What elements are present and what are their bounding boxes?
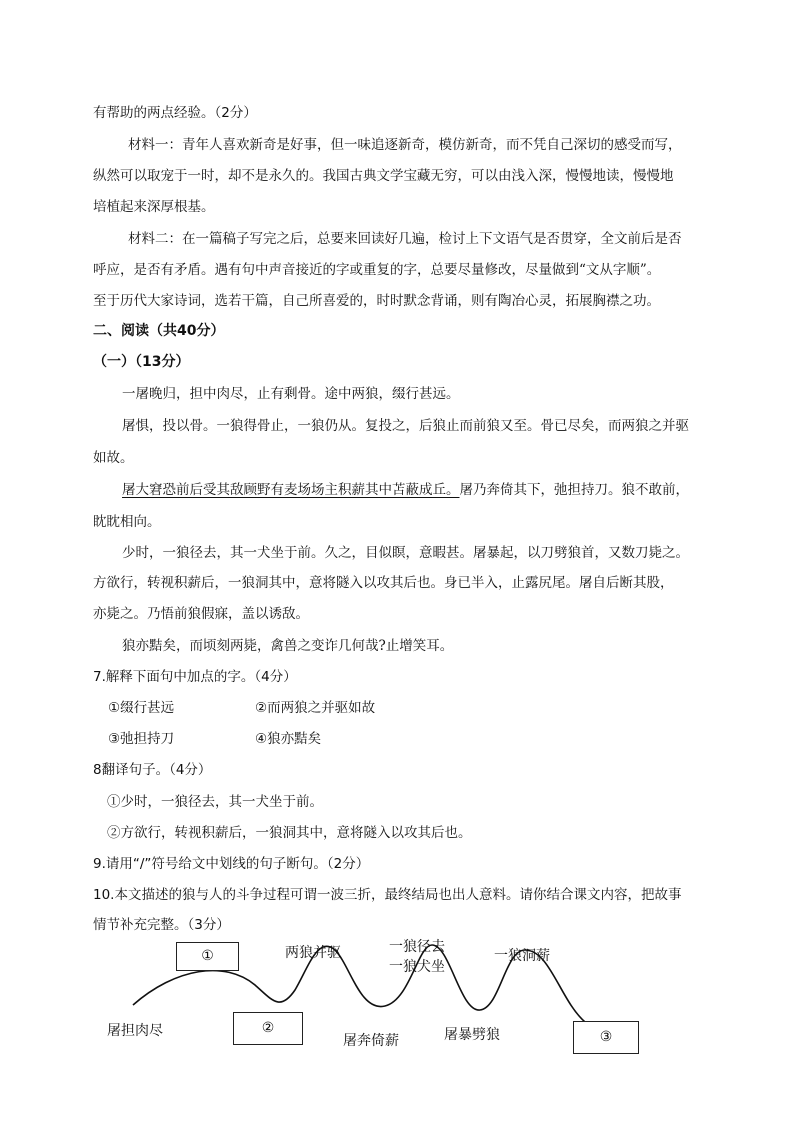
part-heading: （一）（13分）: [93, 354, 190, 370]
passage-p1: 一屠晚归，担中肉尽，止有剩骨。途中两狼，缀行甚远。: [122, 386, 460, 402]
material1-line3: 培植起来深厚根基。: [93, 199, 215, 215]
q7-item3: ③弛担持刀: [108, 731, 175, 747]
blank-box-3[interactable]: [573, 1021, 639, 1054]
label-tunnel: 一狼洞薪: [494, 948, 550, 964]
q7-item1: ①缀行甚远: [108, 700, 175, 716]
material1-line1: 材料一：青年人喜欢新奇是好事，但一味追逐新奇，模仿新奇，而不凭自己深切的感受而写，: [128, 137, 682, 153]
material2-line1: 材料二：在一篇稿子写完之后，总要来回读好几遍，检讨上下文语气是否贯穿，全文前后是否: [128, 231, 682, 247]
passage-p4a: 少时，一狼径去，其一犬坐于前。久之，目似瞑，意暇甚。屠暴起，以刀劈狼首，又数刀毙之。: [122, 545, 689, 561]
passage-p4c: 亦毙之。乃悟前狼假寐，盖以诱敌。: [93, 606, 309, 622]
material2-line3: 至于历代大家诗词，选若干篇，自己所喜爱的，时时默念背诵，则有陶冶心灵，拓展胸襟之功。: [93, 293, 660, 309]
box-label-3: ③: [599, 1029, 613, 1045]
section-heading: 二、阅读（共40分）: [93, 323, 225, 339]
blank-box-1[interactable]: [176, 942, 239, 971]
q10-stem-line2: 情节补充完整。（3分）: [93, 917, 230, 933]
label-lean: 屠奔倚薪: [343, 1033, 399, 1049]
passage-p3-rest: 屠乃奔倚其下，弛担持刀。狼不敢前，: [459, 482, 689, 498]
label-wolf-go: 一狼径去: [389, 939, 445, 955]
intro-line: 有帮助的两点经验。（2分）: [93, 105, 257, 121]
material2-line2: 呼应，是否有矛盾。遇有句中声音接近的字或重复的字，总要尽量修改，尽量做到“文从字顺”。: [93, 262, 661, 278]
blank-box-2[interactable]: [233, 1012, 303, 1045]
label-start: 屠担肉尽: [107, 1023, 163, 1039]
passage-p2a: 屠惧，投以骨。一狼得骨止，一狼仍从。复投之，后狼止而前狼又至。骨已尽矣，而两狼之并驱: [122, 418, 689, 434]
q8-item2: ②方欲行，转视积薪后，一狼洞其中，意将隧入以攻其后也。: [107, 825, 472, 841]
q8-item1: ①少时，一狼径去，其一犬坐于前。: [107, 794, 323, 810]
passage-p3b: 眈眈相向。: [93, 514, 161, 530]
label-chase: 两狼并驱: [285, 945, 341, 961]
q7-item2: ②而两狼之并驱如故: [255, 700, 376, 716]
label-chop: 屠暴劈狼: [444, 1027, 500, 1043]
q7-stem: 7.解释下面句中加点的字。（4分）: [93, 669, 297, 685]
q8-stem: 8翻译句子。（4分）: [93, 762, 212, 778]
q7-item4: ④狼亦黠矣: [255, 731, 322, 747]
box-label-2: ②: [261, 1020, 275, 1036]
underlined-sentence: 屠大窘恐前后受其敌顾野有麦场场主积薪其中苫蔽成丘。: [122, 482, 460, 498]
passage-p2b: 如故。: [93, 450, 134, 466]
passage-p4b: 方欲行，转视积薪后，一狼洞其中，意将隧入以攻其后也。身已半入，止露尻尾。屠自后断其股，: [93, 575, 674, 591]
q9-stem: 9.请用“/”符号给文中划线的句子断句。（2分）: [93, 856, 370, 872]
label-wolf-sit: 一狼犬坐: [389, 959, 445, 975]
material1-line2: 纵然可以取宠于一时，却不是永久的。我国古典文学宝藏无穷，可以由浅入深，慢慢地读，慢慢地: [93, 168, 674, 184]
box-label-1: ①: [201, 948, 214, 964]
q10-stem-line1: 10.本文描述的狼与人的斗争过程可谓一波三折，最终结局也出人意料。请你结合课文内容，把故事: [93, 887, 682, 903]
passage-p5: 狼亦黠矣，而顷刻两毙，禽兽之变诈几何哉?止增笑耳。: [122, 638, 454, 654]
